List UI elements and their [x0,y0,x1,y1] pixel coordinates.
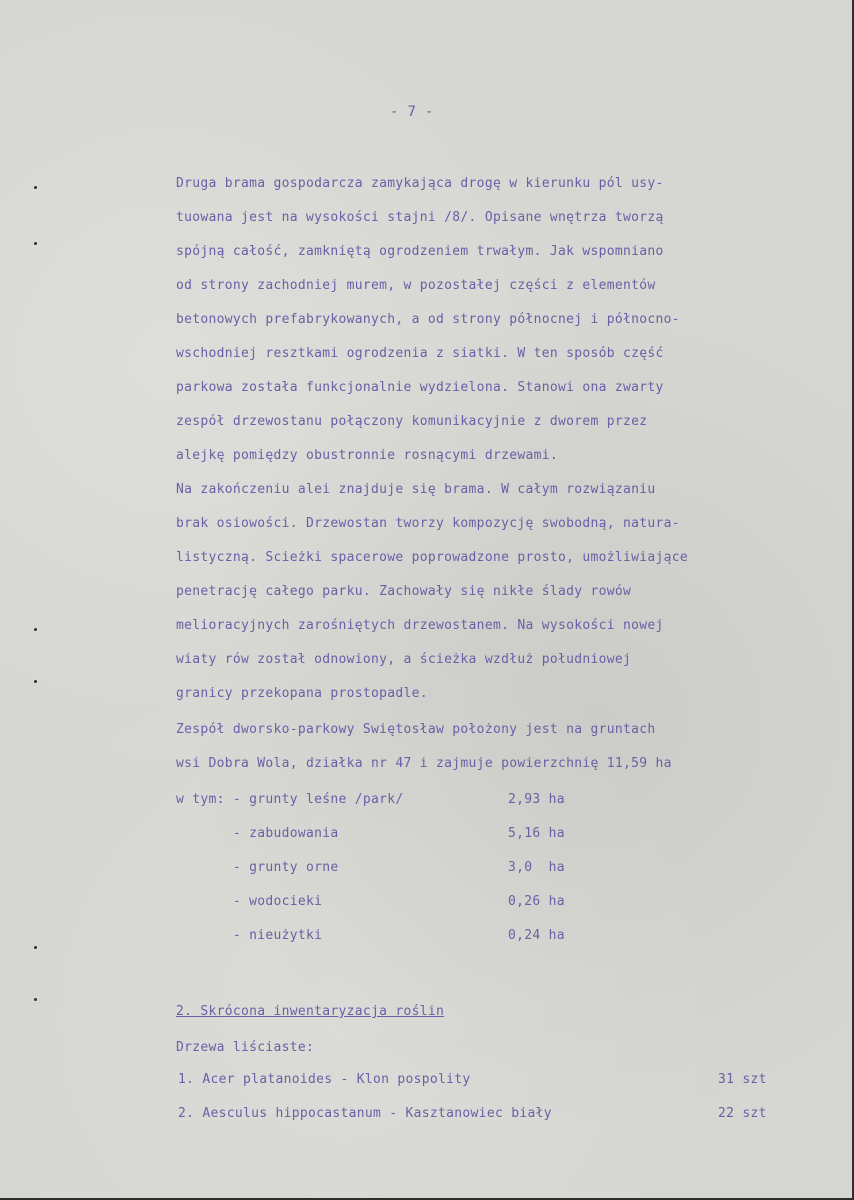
land-use-value: 0,24 ha [508,928,565,943]
text-line: spójną całość, zamkniętą ogrodzeniem trwałym. Jak wspomniano [176,244,664,259]
text-line: Druga brama gospodarcza zamykająca drogę w kierunku pól usy- [176,176,664,191]
text-line: betonowych prefabrykowanych, a od strony północnej i północno- [176,312,680,327]
punch-mark [34,998,37,1001]
land-use-label: - wodocieki [176,894,323,909]
text-line: brak osiowości. Drzewostan tworzy kompozycję swobodną, natura- [176,516,680,531]
land-use-label: - nieużytki [176,928,323,943]
land-use-value: 5,16 ha [508,826,565,841]
tree-entry-qty: 31 szt [718,1072,767,1087]
land-use-label: w tym: - grunty leśne /park/ [176,792,404,807]
text-line: penetrację całego parku. Zachowały się nikłe ślady rowów [176,584,632,599]
text-line: wiaty rów został odnowiony, a ścieżka wzdłuż południowej [176,652,632,667]
tree-entry-qty: 22 szt [718,1106,767,1121]
text-line: listyczną. Scieżki spacerowe poprowadzone prosto, umożliwiające [176,550,688,565]
land-use-value: 3,0 ha [508,860,565,875]
section-heading: 2. Skrócona inwentaryzacja roślin [176,1004,445,1019]
punch-mark [34,242,37,245]
text-line: od strony zachodniej murem, w pozostałej części z elementów [176,278,656,293]
land-use-label: - zabudowania [176,826,339,841]
land-use-value: 0,26 ha [508,894,565,909]
text-line: wsi Dobra Wola, działka nr 47 i zajmuje powierzchnię 11,59 ha [176,756,672,771]
page-number: - 7 - [390,104,434,120]
punch-mark [34,186,37,189]
punch-mark [34,946,37,949]
text-line: Zespół dworsko-parkowy Swiętosław położony jest na gruntach [176,722,656,737]
tree-entry-name: 2. Aesculus hippocastanum - Kasztanowiec biały [178,1106,552,1121]
text-line: zespół drzewostanu połączony komunikacyjnie z dworem przez [176,414,648,429]
land-use-value: 2,93 ha [508,792,565,807]
text-line: wschodniej resztkami ogrodzenia z siatki. W ten sposób część [176,346,664,361]
land-use-label: - grunty orne [176,860,339,875]
subheading: Drzewa liściaste: [176,1040,315,1055]
text-line: Na zakończeniu alei znajduje się brama. W całym rozwiązaniu [176,482,656,497]
text-line: tuowana jest na wysokości stajni /8/. Opisane wnętrza tworzą [176,210,664,225]
text-line: melioracyjnych zarośniętych drzewostanem. Na wysokości nowej [176,618,664,633]
tree-entry-name: 1. Acer platanoides - Klon pospolity [178,1072,471,1087]
punch-mark [34,628,37,631]
punch-mark [34,680,37,683]
text-line: alejkę pomiędzy obustronnie rosnącymi drzewami. [176,448,558,463]
text-line: parkowa została funkcjonalnie wydzielona. Stanowi ona zwarty [176,380,664,395]
text-line: granicy przekopana prostopadle. [176,686,428,701]
